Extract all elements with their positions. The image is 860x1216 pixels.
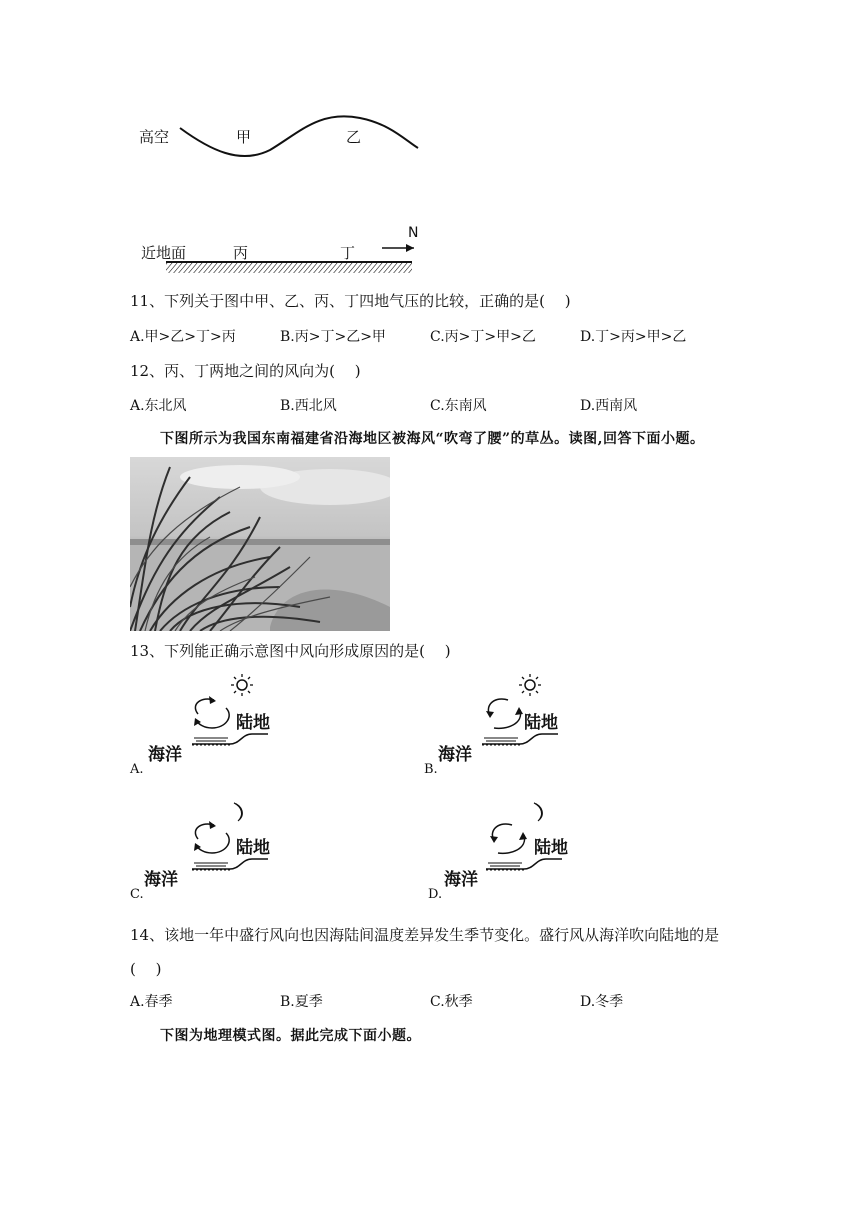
question-13-stem: 13、下列能正确示意图中风向形成原因的是( ) [130, 642, 451, 660]
section-intro-model: 下图为地理模式图。据此完成下面小题。 [160, 1028, 421, 1044]
point-bing: 丙 [233, 244, 249, 262]
section-intro-grass: 下图所示为我国东南福建省沿海地区被海风“吹弯了腰”的草丛。读图,回答下面小题。 [160, 431, 705, 447]
sun-icon [519, 674, 541, 696]
bent-grass-image [130, 457, 390, 631]
question-14-stem-line2: ( ) [130, 960, 162, 978]
moon-icon [234, 803, 242, 821]
moon-icon [534, 803, 542, 821]
option-letter-b: B. [424, 762, 438, 777]
q13-option-a[interactable] [130, 670, 290, 780]
option-letter-d: D. [428, 887, 443, 902]
question-14-stem-line1: 14、该地一年中盛行风向也因海陆间温度差异发生季节变化。盛行风从海洋吹向陆地的是 [130, 926, 720, 944]
q12-option-d: D.西南风 [580, 398, 638, 414]
q11-option-a: A.甲>乙>丁>丙 [130, 329, 236, 345]
sea-label: 海洋 [444, 870, 478, 890]
land-label: 陆地 [534, 838, 568, 858]
question-12-stem: 12、丙、丁两地之间的风向为( ) [130, 362, 361, 380]
point-jia: 甲 [236, 128, 252, 146]
sun-icon [231, 674, 253, 696]
q13-option-b[interactable] [424, 670, 584, 780]
sea-label: 海洋 [144, 870, 178, 890]
land-label: 陆地 [524, 713, 558, 733]
option-letter-c: C. [130, 887, 144, 902]
q11-option-b: B.丙>丁>乙>甲 [280, 329, 386, 345]
option-letter-a: A. [130, 762, 144, 777]
q14-option-d: D.冬季 [580, 994, 624, 1010]
sea-label: 海洋 [148, 745, 182, 765]
land-label: 陆地 [236, 838, 270, 858]
q13-option-c[interactable] [130, 795, 290, 905]
point-yi: 乙 [346, 128, 362, 146]
sea-label: 海洋 [438, 745, 472, 765]
isobar-figure [130, 110, 430, 280]
q14-option-b: B.夏季 [280, 994, 323, 1010]
q12-option-c: C.东南风 [430, 398, 487, 414]
q12-option-a: A.东北风 [130, 398, 187, 414]
upper-air-label: 高空 [139, 128, 170, 146]
q13-option-d[interactable] [428, 795, 588, 905]
grass-photo [130, 457, 390, 631]
question-11-stem: 11、下列关于图中甲、乙、丙、丁四地气压的比较，正确的是( ) [130, 292, 571, 310]
point-ding: 丁 [340, 244, 356, 262]
q14-option-c: C.秋季 [430, 994, 473, 1010]
q12-option-b: B.西北风 [280, 398, 337, 414]
ground-label: 近地面 [141, 244, 187, 262]
land-label: 陆地 [236, 713, 270, 733]
north-label: N [408, 225, 419, 241]
q11-option-d: D.丁>丙>甲>乙 [580, 329, 687, 345]
q14-option-a: A.春季 [130, 994, 173, 1010]
q11-option-c: C.丙>丁>甲>乙 [430, 329, 536, 345]
